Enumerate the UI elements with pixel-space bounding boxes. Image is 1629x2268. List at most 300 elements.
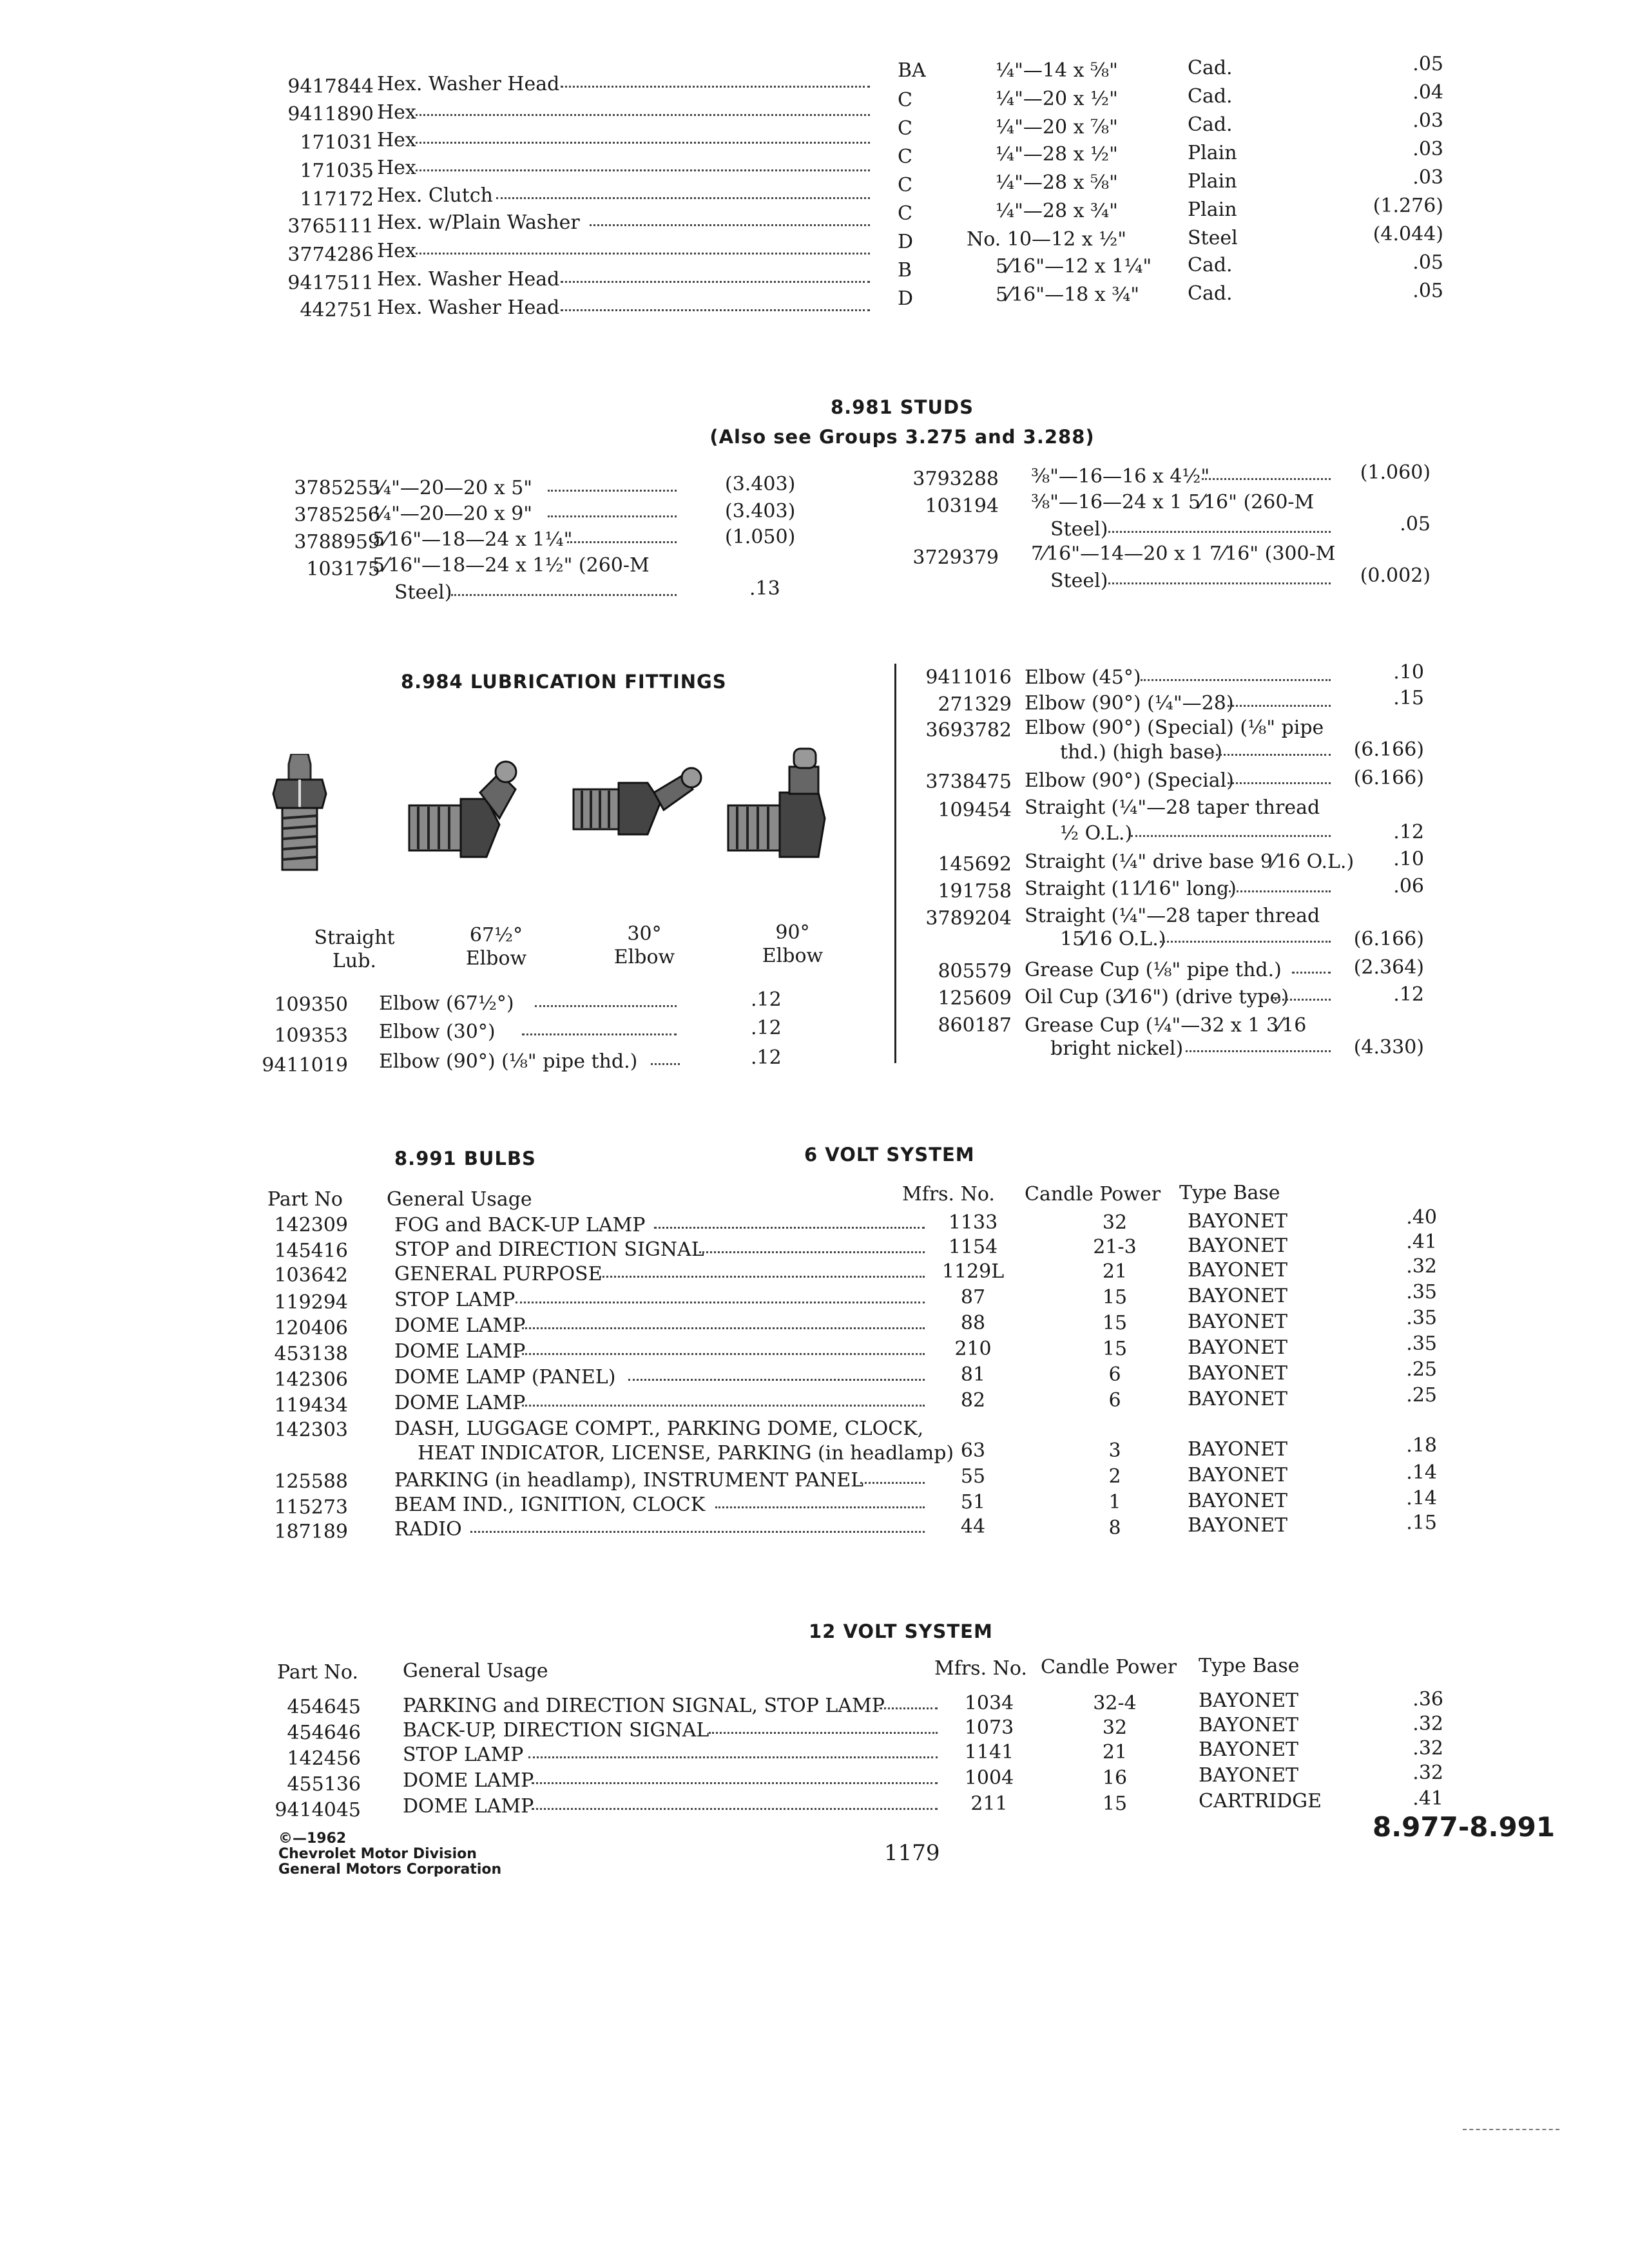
- dot-leader: [1108, 531, 1331, 533]
- bulb-usage: DASH, LUGGAGE COMPT., PARKING DOME, CLOCK,: [394, 1418, 924, 1440]
- scan-mark: [1463, 2129, 1559, 2130]
- part-number: 171031: [300, 131, 374, 154]
- price: (4.330): [1353, 1036, 1424, 1059]
- candle-power: 15: [1102, 1312, 1128, 1334]
- price: (4.044): [1373, 223, 1443, 245]
- stud-description: ⅜"—16—24 x 1 5⁄16" (260-M: [1031, 491, 1315, 514]
- mfrs-number: 81: [960, 1363, 986, 1386]
- type-base: BAYONET: [1188, 1311, 1288, 1333]
- price: .05: [1412, 53, 1443, 75]
- part-number: 120406: [274, 1317, 348, 1340]
- bolt-size: ¼"—28 x ¾": [996, 200, 1118, 222]
- page-number: 1179: [884, 1840, 940, 1866]
- bulb-usage: FOG and BACK-UP LAMP: [394, 1214, 646, 1236]
- column-header-part: Part No: [267, 1188, 343, 1211]
- bolt-description: Hex: [377, 101, 416, 124]
- elbow-90-fitting-icon: [722, 747, 851, 870]
- fitting-description: Elbow (45°): [1025, 666, 1141, 689]
- part-number: 171035: [300, 160, 374, 182]
- price: .05: [1412, 280, 1443, 302]
- bolt-finish: Cad.: [1188, 113, 1233, 136]
- part-number: 125588: [274, 1470, 348, 1493]
- part-number: 109353: [274, 1024, 348, 1047]
- column-header-usage: General Usage: [387, 1188, 532, 1211]
- stud-description: 5⁄16"—18—24 x 1½" (260-M: [372, 554, 650, 577]
- part-number: 115273: [274, 1496, 348, 1519]
- fitting-caption: Lub.: [333, 950, 376, 972]
- studs-heading: 8.981 STUDS: [830, 396, 974, 418]
- fitting-caption: Elbow: [762, 945, 824, 967]
- bolt-size: ¼"—20 x ⅞": [996, 116, 1118, 139]
- part-number: 9411016: [925, 666, 1012, 689]
- dot-leader: [1108, 582, 1331, 584]
- candle-power: 3: [1108, 1439, 1121, 1462]
- candle-power: 21: [1102, 1741, 1128, 1763]
- dot-leader: [561, 281, 870, 283]
- part-number: 119434: [274, 1394, 348, 1417]
- part-number: 860187: [938, 1014, 1012, 1037]
- fitting-description: Elbow (67½°): [379, 992, 514, 1015]
- price: .25: [1406, 1358, 1437, 1381]
- dot-leader: [1211, 754, 1331, 756]
- bolt-description: Hex. Washer Head: [377, 73, 560, 95]
- stud-description: ¼"—20—20 x 9": [372, 503, 533, 525]
- fitting-caption: Straight: [314, 927, 395, 949]
- dot-leader: [522, 1405, 925, 1407]
- lube-heading: 8.984 LUBRICATION FITTINGS: [401, 671, 727, 693]
- part-number: 3693782: [925, 719, 1012, 742]
- dot-leader: [561, 86, 870, 88]
- dot-leader: [416, 114, 870, 116]
- dot-leader: [1228, 705, 1331, 707]
- part-number: 3774286: [287, 244, 374, 266]
- column-header-candle-power: Candle Power: [1025, 1183, 1161, 1206]
- corporation-name: General Motors Corporation: [278, 1861, 502, 1878]
- price: .18: [1406, 1434, 1437, 1457]
- fitting-description: Grease Cup (¼"—32 x 1 3⁄16: [1025, 1014, 1307, 1037]
- part-number: 109350: [274, 994, 348, 1016]
- candle-power: 6: [1108, 1389, 1121, 1412]
- price: (3.403): [725, 500, 796, 523]
- part-number: 453138: [274, 1343, 348, 1365]
- mfrs-number: 1154: [948, 1236, 998, 1258]
- dot-leader: [1141, 679, 1331, 681]
- fitting-caption: Elbow: [613, 946, 675, 968]
- type-base: BAYONET: [1188, 1210, 1288, 1233]
- bolt-finish: Cad.: [1188, 282, 1233, 305]
- dot-leader: [470, 1531, 925, 1533]
- price: .32: [1412, 1713, 1443, 1735]
- fitting-description-cont: thd.) (high base): [1060, 741, 1222, 764]
- part-number: 142309: [274, 1214, 348, 1236]
- type-base: BAYONET: [1199, 1714, 1299, 1736]
- fitting-caption: 90°: [775, 921, 810, 944]
- bolt-code: BA: [898, 59, 926, 82]
- dot-leader: [522, 1353, 925, 1355]
- dot-leader: [699, 1251, 925, 1253]
- price: .14: [1406, 1461, 1437, 1484]
- bolt-finish: Cad.: [1188, 57, 1233, 79]
- mfrs-number: 1133: [948, 1211, 998, 1234]
- part-number: 103642: [274, 1264, 348, 1287]
- bolt-description: Hex: [377, 240, 416, 262]
- part-number: 9417511: [287, 272, 374, 294]
- six-volt-heading: 6 VOLT SYSTEM: [804, 1144, 975, 1166]
- stud-description-cont: Steel): [394, 581, 452, 604]
- twelve-volt-heading: 12 VOLT SYSTEM: [809, 1620, 993, 1642]
- price: .35: [1406, 1281, 1437, 1303]
- part-number: 187189: [274, 1521, 348, 1543]
- type-base: BAYONET: [1199, 1764, 1299, 1787]
- bulb-usage: DOME LAMP: [394, 1340, 526, 1363]
- price: .40: [1406, 1206, 1437, 1229]
- part-number: 117172: [300, 188, 374, 211]
- stud-description: ⅜"—16—16 x 4½": [1031, 465, 1210, 488]
- candle-power: 15: [1102, 1286, 1128, 1309]
- type-base: BAYONET: [1188, 1259, 1288, 1282]
- dot-leader: [522, 1033, 677, 1035]
- studs-subheading: (Also see Groups 3.275 and 3.288): [709, 426, 1095, 448]
- candle-power: 15: [1102, 1792, 1128, 1815]
- type-base: BAYONET: [1188, 1336, 1288, 1359]
- fitting-description: Oil Cup (3⁄16") (drive type): [1025, 986, 1289, 1008]
- bolt-finish: Steel: [1188, 227, 1238, 249]
- part-number: 454645: [287, 1696, 361, 1718]
- bulb-usage: STOP LAMP: [394, 1289, 516, 1311]
- part-number: 3738475: [925, 771, 1012, 793]
- dot-leader: [599, 1276, 925, 1278]
- bulb-usage-cont: HEAT INDICATOR, LICENSE, PARKING (in headlamp): [418, 1442, 954, 1465]
- price: (6.166): [1353, 767, 1424, 789]
- dot-leader: [1202, 478, 1331, 480]
- fitting-description-cont: bright nickel): [1050, 1037, 1184, 1060]
- bolt-size: 5⁄16"—12 x 1¼": [996, 255, 1152, 278]
- dot-leader: [860, 1482, 925, 1484]
- bolt-finish: Plain: [1188, 142, 1237, 164]
- fitting-description: Elbow (90°) (⅛" pipe thd.): [379, 1050, 638, 1073]
- candle-power: 1: [1108, 1491, 1121, 1514]
- bolt-description: Hex: [377, 157, 416, 179]
- fitting-caption: 30°: [627, 923, 662, 945]
- type-base: BAYONET: [1188, 1464, 1288, 1486]
- part-number: 142306: [274, 1369, 348, 1391]
- mfrs-number: 1034: [964, 1692, 1014, 1715]
- mfrs-number: 51: [960, 1491, 986, 1514]
- part-number: 125609: [938, 987, 1012, 1010]
- price: .32: [1412, 1737, 1443, 1760]
- section-range: 8.977-8.991: [1373, 1811, 1556, 1843]
- dot-leader: [548, 490, 677, 492]
- fitting-description: Straight (¼" drive base 9⁄16 O.L.): [1025, 850, 1354, 873]
- bolt-size: ¼"—28 x ½": [996, 143, 1118, 166]
- dot-leader: [548, 515, 677, 517]
- type-base: BAYONET: [1188, 1285, 1288, 1307]
- type-base: BAYONET: [1188, 1490, 1288, 1512]
- candle-power: 32: [1102, 1211, 1128, 1234]
- part-number: 145692: [938, 853, 1012, 876]
- price: .15: [1393, 687, 1424, 709]
- bolt-code: C: [898, 89, 912, 111]
- candle-power: 21-3: [1093, 1236, 1137, 1258]
- type-base: BAYONET: [1188, 1235, 1288, 1257]
- bolt-description: Hex. w/Plain Washer: [377, 211, 580, 234]
- bulb-usage: DOME LAMP: [394, 1392, 526, 1414]
- fitting-description: Elbow (90°) (¼"—28): [1025, 692, 1234, 715]
- mfrs-number: 1129L: [941, 1260, 1005, 1283]
- bolt-code: C: [898, 174, 912, 197]
- part-number: 103194: [925, 495, 999, 517]
- candle-power: 16: [1102, 1767, 1128, 1789]
- part-number: 9414045: [275, 1799, 361, 1821]
- price: .15: [1406, 1512, 1437, 1534]
- bolt-finish: Cad.: [1188, 85, 1233, 108]
- straight-fitting-icon: [264, 754, 335, 876]
- dot-leader: [416, 253, 870, 255]
- type-base: BAYONET: [1188, 1388, 1288, 1410]
- mfrs-number: 44: [960, 1515, 986, 1538]
- dot-leader: [709, 1732, 938, 1734]
- price: .36: [1412, 1688, 1443, 1711]
- part-number: 145416: [274, 1240, 348, 1262]
- part-number: 3785256: [294, 504, 380, 526]
- type-base: BAYONET: [1199, 1738, 1299, 1761]
- bolt-size: ¼"—28 x ⅝": [996, 171, 1118, 194]
- price: .12: [1393, 983, 1424, 1006]
- column-header-candle-power: Candle Power: [1041, 1656, 1177, 1678]
- part-number: 805579: [938, 960, 1012, 983]
- dot-leader: [880, 1707, 938, 1709]
- column-header-type-base: Type Base: [1179, 1182, 1280, 1204]
- bulb-usage: DOME LAMP (PANEL): [394, 1366, 616, 1389]
- price: .06: [1393, 875, 1424, 898]
- dot-leader: [651, 1063, 680, 1065]
- candle-power: 2: [1108, 1465, 1121, 1488]
- bolt-description: Hex: [377, 129, 416, 151]
- bolt-size: ¼"—20 x ½": [996, 88, 1118, 110]
- bolt-code: C: [898, 117, 912, 140]
- part-number: 3729379: [912, 546, 999, 569]
- price: (6.166): [1353, 738, 1424, 761]
- stud-description: 7⁄16"—14—20 x 1 7⁄16" (300-M: [1031, 543, 1336, 565]
- bolt-code: D: [898, 287, 914, 310]
- price: (6.166): [1353, 928, 1424, 950]
- price: .41: [1406, 1231, 1437, 1253]
- price: .12: [751, 1017, 782, 1039]
- dot-leader: [535, 1005, 677, 1007]
- elbow-67-fitting-icon: [403, 754, 525, 870]
- bulb-usage: DOME LAMP: [394, 1314, 526, 1337]
- bolt-code: D: [898, 231, 914, 253]
- column-header-usage: General Usage: [403, 1660, 548, 1682]
- price: .05: [1412, 251, 1443, 274]
- dot-leader: [451, 594, 677, 596]
- dot-leader: [590, 224, 870, 226]
- part-number: 3789204: [925, 907, 1012, 930]
- bolt-description: Hex. Washer Head: [377, 296, 560, 319]
- bulb-usage: RADIO: [394, 1518, 462, 1541]
- price: .12: [1393, 821, 1424, 843]
- candle-power: 15: [1102, 1338, 1128, 1360]
- bolt-size: ¼"—14 x ⅝": [996, 59, 1118, 82]
- part-number: 142456: [287, 1747, 361, 1770]
- mfrs-number: 55: [960, 1465, 986, 1488]
- price: .32: [1406, 1255, 1437, 1278]
- part-number: 455136: [287, 1773, 361, 1796]
- price: (1.060): [1360, 461, 1431, 484]
- candle-power: 32-4: [1093, 1692, 1137, 1715]
- column-header-type-base: Type Base: [1199, 1655, 1300, 1677]
- mfrs-number: 87: [960, 1286, 986, 1309]
- part-number: 109454: [938, 799, 1012, 822]
- fitting-description: Straight (11⁄16" long): [1025, 878, 1237, 900]
- fitting-description: Straight (¼"—28 taper thread: [1025, 905, 1320, 927]
- dot-leader: [567, 541, 677, 543]
- part-number: 9411019: [262, 1054, 348, 1077]
- price: .35: [1406, 1307, 1437, 1329]
- price: .41: [1412, 1787, 1443, 1810]
- part-number: 103175: [306, 558, 380, 581]
- price: (0.002): [1360, 564, 1431, 587]
- type-base: BAYONET: [1188, 1438, 1288, 1461]
- part-number: 119294: [274, 1291, 348, 1314]
- bolt-finish: Plain: [1188, 170, 1237, 193]
- elbow-30-fitting-icon: [570, 764, 706, 847]
- column-header-mfrs: Mfrs. No.: [934, 1657, 1027, 1680]
- dot-leader: [1186, 1050, 1331, 1052]
- bolt-code: C: [898, 146, 912, 168]
- dot-leader: [532, 1782, 938, 1784]
- type-base: CARTRIDGE: [1199, 1790, 1322, 1812]
- part-number: 9417844: [287, 75, 374, 98]
- stud-description: 5⁄16"—18—24 x 1¼": [372, 528, 573, 551]
- dot-leader: [496, 197, 870, 199]
- part-number: 454646: [287, 1722, 361, 1744]
- bolt-finish: Cad.: [1188, 254, 1233, 276]
- type-base: BAYONET: [1199, 1689, 1299, 1712]
- part-number: 271329: [938, 693, 1012, 716]
- column-header-part: Part No.: [277, 1661, 358, 1684]
- price: .14: [1406, 1487, 1437, 1510]
- fitting-caption: 67½°: [469, 924, 523, 947]
- mfrs-number: 63: [960, 1439, 986, 1462]
- dot-leader: [522, 1327, 925, 1329]
- dot-leader: [532, 1808, 938, 1810]
- bulbs-heading: 8.991 BULBS: [394, 1148, 536, 1169]
- price: .13: [749, 577, 780, 600]
- candle-power: 32: [1102, 1716, 1128, 1739]
- price: .03: [1412, 138, 1443, 160]
- bulb-usage: DOME LAMP: [403, 1769, 534, 1792]
- stud-description: ¼"—20—20 x 5": [372, 477, 533, 499]
- division-name: Chevrolet Motor Division: [278, 1846, 477, 1862]
- dot-leader: [1160, 941, 1331, 943]
- mfrs-number: 210: [954, 1338, 992, 1360]
- dot-leader: [1131, 835, 1331, 837]
- dot-leader: [1218, 890, 1331, 892]
- stud-description-cont: Steel): [1050, 570, 1108, 592]
- price: .32: [1412, 1762, 1443, 1784]
- price: .12: [751, 988, 782, 1011]
- stud-description-cont: Steel): [1050, 518, 1108, 541]
- fitting-description: Elbow (30°): [379, 1021, 496, 1043]
- bolt-code: B: [898, 259, 912, 282]
- dot-leader: [628, 1379, 925, 1381]
- dot-leader: [416, 142, 870, 144]
- dot-leader: [416, 169, 870, 171]
- fitting-description: Elbow (90°) (Special): [1025, 769, 1234, 792]
- mfrs-number: 1141: [964, 1741, 1014, 1763]
- price: .05: [1400, 513, 1431, 535]
- bolt-size: 5⁄16"—18 x ¾": [996, 284, 1140, 306]
- dot-leader: [654, 1227, 925, 1229]
- part-number: 191758: [938, 880, 1012, 903]
- bulb-usage: BACK-UP, DIRECTION SIGNAL: [403, 1719, 709, 1742]
- fitting-description-cont: ½ O.L.): [1060, 822, 1133, 845]
- price: .25: [1406, 1384, 1437, 1407]
- mfrs-number: 82: [960, 1389, 986, 1412]
- bolt-finish: Plain: [1188, 198, 1237, 221]
- fitting-caption: Elbow: [465, 947, 527, 970]
- dot-leader: [516, 1302, 925, 1303]
- price: .03: [1412, 110, 1443, 132]
- part-number: 3788959: [294, 531, 380, 553]
- price: .35: [1406, 1332, 1437, 1355]
- price: (1.050): [725, 526, 796, 548]
- price: (1.276): [1373, 195, 1443, 217]
- fitting-description: Elbow (90°) (Special) (⅛" pipe: [1025, 716, 1324, 739]
- dot-leader: [528, 1756, 938, 1758]
- part-number: 3785255: [294, 477, 380, 499]
- price: (3.403): [725, 473, 796, 495]
- fitting-description: Straight (¼"—28 taper thread: [1025, 796, 1320, 819]
- fitting-description: Grease Cup (⅛" pipe thd.): [1025, 959, 1282, 981]
- mfrs-number: 88: [960, 1312, 986, 1334]
- candle-power: 6: [1108, 1363, 1121, 1386]
- dot-leader: [561, 309, 870, 311]
- bulb-usage: STOP and DIRECTION SIGNAL: [394, 1238, 704, 1261]
- bulb-usage: PARKING (in headlamp), INSTRUMENT PANEL: [394, 1469, 864, 1492]
- bolt-code: C: [898, 202, 912, 225]
- mfrs-number: 1073: [964, 1716, 1014, 1739]
- dot-leader: [1228, 782, 1331, 784]
- bulb-usage: STOP LAMP: [403, 1744, 524, 1766]
- price: .04: [1412, 81, 1443, 104]
- copyright: ©—1962: [278, 1831, 347, 1847]
- price: (2.364): [1353, 956, 1424, 979]
- dot-leader: [715, 1506, 925, 1508]
- type-base: BAYONET: [1188, 1514, 1288, 1537]
- bolt-size: No. 10—12 x ½": [967, 228, 1127, 251]
- part-number: 3765111: [287, 215, 374, 238]
- price: .10: [1393, 661, 1424, 684]
- candle-power: 21: [1102, 1260, 1128, 1283]
- bulb-usage: PARKING and DIRECTION SIGNAL, STOP LAMP: [403, 1695, 885, 1717]
- type-base: BAYONET: [1188, 1362, 1288, 1385]
- price: .12: [751, 1046, 782, 1069]
- part-number: 442751: [300, 299, 374, 322]
- column-header-mfrs: Mfrs. No.: [902, 1183, 995, 1206]
- bulb-usage: DOME LAMP: [403, 1795, 534, 1818]
- bulb-usage: GENERAL PURPOSE: [394, 1263, 602, 1285]
- mfrs-number: 211: [970, 1792, 1008, 1815]
- mfrs-number: 1004: [964, 1767, 1014, 1789]
- bulb-usage: BEAM IND., IGNITION, CLOCK: [394, 1494, 706, 1516]
- bolt-description: Hex. Washer Head: [377, 268, 560, 291]
- fitting-description-cont: 15⁄16 O.L.): [1060, 928, 1166, 950]
- price: .03: [1412, 166, 1443, 189]
- part-number: 3793288: [912, 468, 999, 490]
- price: .10: [1393, 848, 1424, 870]
